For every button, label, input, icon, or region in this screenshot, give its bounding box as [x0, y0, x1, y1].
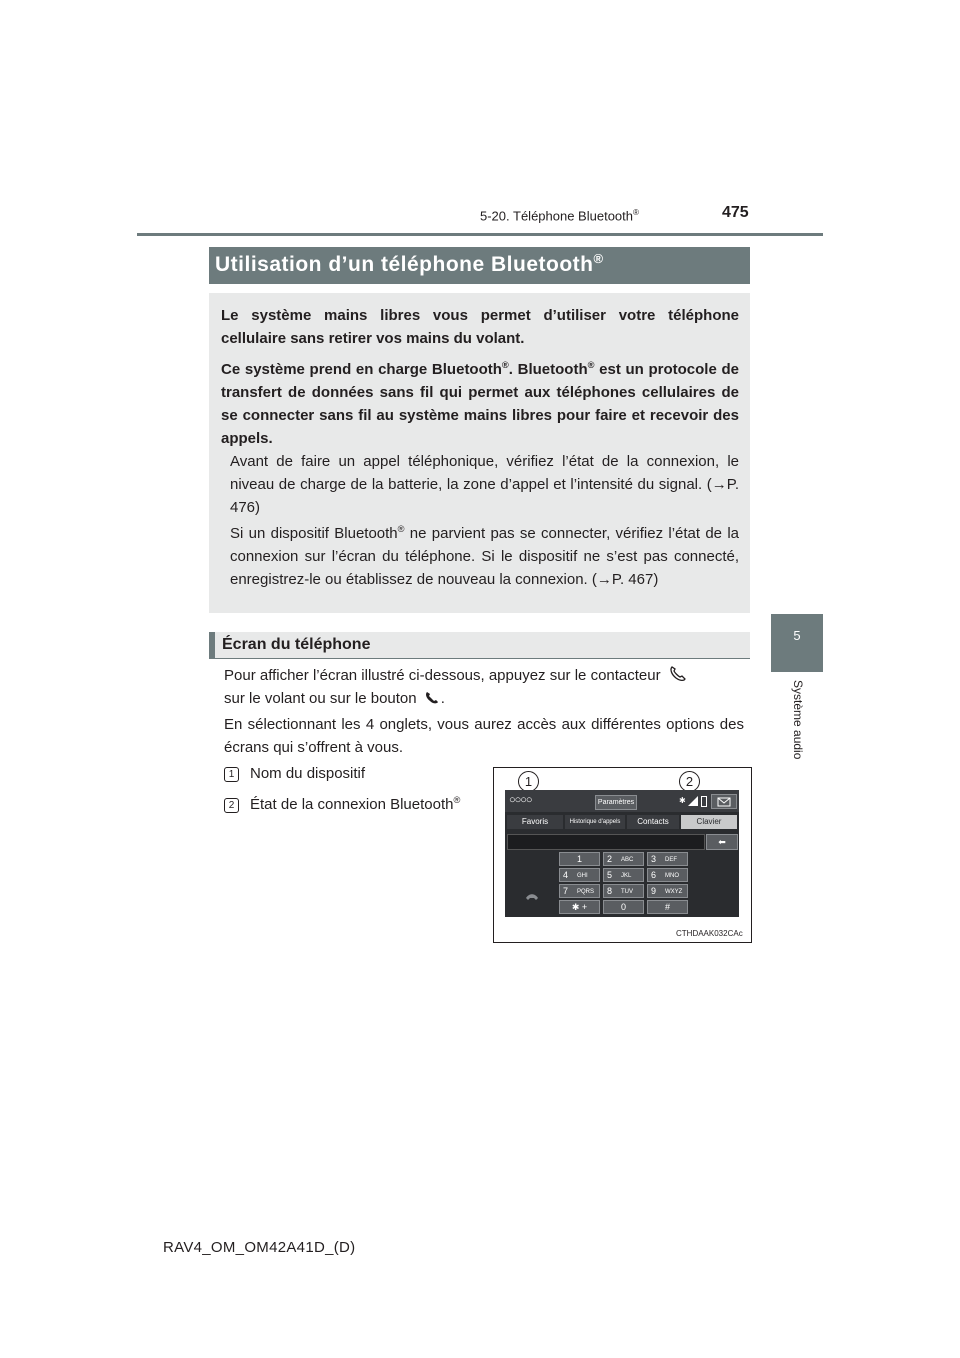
intro-note-2: Si un dispositif Bluetooth® ne parvient pas se connecter, vérifiez l’état de la connexion sur l’écran du téléphone. Si le dispositif ne s’est pas connecté, enregistrez-le ou établissez de nouveau la connexion. (→P. 467)	[230, 524, 739, 588]
callout-number: 2	[224, 798, 239, 813]
tab-historique[interactable]: Historique d'appels	[565, 815, 625, 829]
backspace-button[interactable]: ⬅	[706, 834, 738, 850]
keypad-key[interactable]	[559, 852, 600, 866]
chapter-title: Système audio	[791, 680, 805, 760]
key-digit: 4	[563, 870, 569, 880]
key-digit: 1	[576, 854, 582, 864]
callout-number: 1	[224, 767, 239, 782]
key-digit: ✱ +	[571, 902, 588, 912]
phone-switch-icon	[669, 666, 687, 682]
key-digit: 3	[651, 854, 657, 864]
key-letters: MNO	[665, 873, 679, 879]
settings-button[interactable]: Paramètres	[595, 795, 637, 810]
key-letters: GHI	[577, 873, 588, 879]
key-digit: 6	[651, 870, 657, 880]
body-paragraph-2: En sélectionnant les 4 onglets, vous aurez accès aux différentes options des écrans qui s’offrent à vous.	[224, 716, 744, 756]
body-paragraph-1: Pour afficher l’écran illustré ci-dessous, appuyez sur le contacteur sur le volant ou sur le bouton .	[224, 664, 744, 710]
key-letters: ABC	[621, 857, 634, 863]
figure-code: CTHDAAK032CAc	[676, 929, 743, 938]
key-letters: WXYZ	[665, 889, 683, 895]
chapter-number: 5	[793, 628, 801, 643]
intro-paragraph-2: Ce système prend en charge Bluetooth®. Bluetooth® est un protocole de transfert de données sans fil qui permet aux téléphones cellulaires de se connecter sans fil au système mains libres pour faire et recevoir des appels.	[221, 360, 739, 447]
keypad-key[interactable]	[559, 868, 600, 882]
figure-callout-2: 2	[679, 771, 700, 792]
key-digit: 7	[563, 886, 569, 896]
manual-code-footer: RAV4_OM_OM42A41D_(D)	[163, 1239, 356, 1256]
keypad-key[interactable]	[647, 900, 688, 914]
phone-screen-figure	[493, 767, 752, 943]
callout-item-2: 2 État de la connexion Bluetooth®	[224, 789, 460, 816]
key-digit: 5	[607, 870, 613, 880]
number-display	[507, 834, 705, 850]
key-letters: TUV	[621, 889, 633, 895]
key-letters: JKL	[621, 873, 632, 879]
keypad-key[interactable]	[603, 900, 644, 914]
intro-note-1: Avant de faire un appel téléphonique, vérifiez l’état de la connexion, le niveau de charge de la batterie, la zone d’appel et l’intensité du signal. (→P. 476)	[230, 453, 739, 516]
chapter-tab	[771, 614, 823, 672]
callout-item-1: 1 Nom du dispositif	[224, 763, 365, 785]
header-rule	[137, 233, 823, 236]
key-digit: 2	[607, 854, 613, 864]
key-digit: 0	[620, 902, 626, 912]
phone-button-icon	[425, 689, 439, 705]
key-digit: 9	[651, 886, 657, 896]
key-letters: DEF	[665, 857, 677, 863]
display-screen	[505, 790, 739, 917]
keypad-key[interactable]	[647, 852, 688, 866]
key-digit: 8	[607, 886, 613, 896]
device-name: ○○○○	[509, 794, 532, 806]
tab-contacts[interactable]: Contacts	[627, 815, 679, 829]
key-digit: #	[664, 902, 670, 912]
tab-clavier[interactable]: Clavier	[681, 815, 737, 829]
page-number: 475	[722, 204, 749, 221]
mail-button[interactable]	[711, 794, 737, 809]
signal-icon	[688, 796, 698, 806]
keypad-key[interactable]	[603, 884, 644, 898]
keypad-key[interactable]	[559, 884, 600, 898]
section-title: Écran du téléphone	[222, 636, 371, 653]
page-title: Utilisation d’un téléphone Bluetooth®	[215, 251, 604, 276]
keypad	[559, 852, 689, 914]
intro-paragraph-1: Le système mains libres vous permet d’utiliser votre téléphone cellulaire sans retirer vos mains du volant.	[221, 307, 739, 347]
running-header-section: 5-20. Téléphone Bluetooth®	[480, 208, 639, 224]
key-letters: PQRS	[577, 889, 595, 895]
battery-icon	[701, 796, 707, 807]
tab-favoris[interactable]: Favoris	[507, 815, 563, 829]
keypad-key[interactable]	[647, 884, 688, 898]
keypad-key[interactable]	[603, 852, 644, 866]
keypad-key[interactable]	[603, 868, 644, 882]
bluetooth-icon: ✱	[679, 796, 686, 805]
keypad-key[interactable]	[647, 868, 688, 882]
handset-icon	[525, 892, 539, 902]
keypad-key[interactable]	[559, 900, 600, 914]
section-header-marker	[209, 632, 215, 659]
figure-callout-1: 1	[518, 771, 539, 792]
